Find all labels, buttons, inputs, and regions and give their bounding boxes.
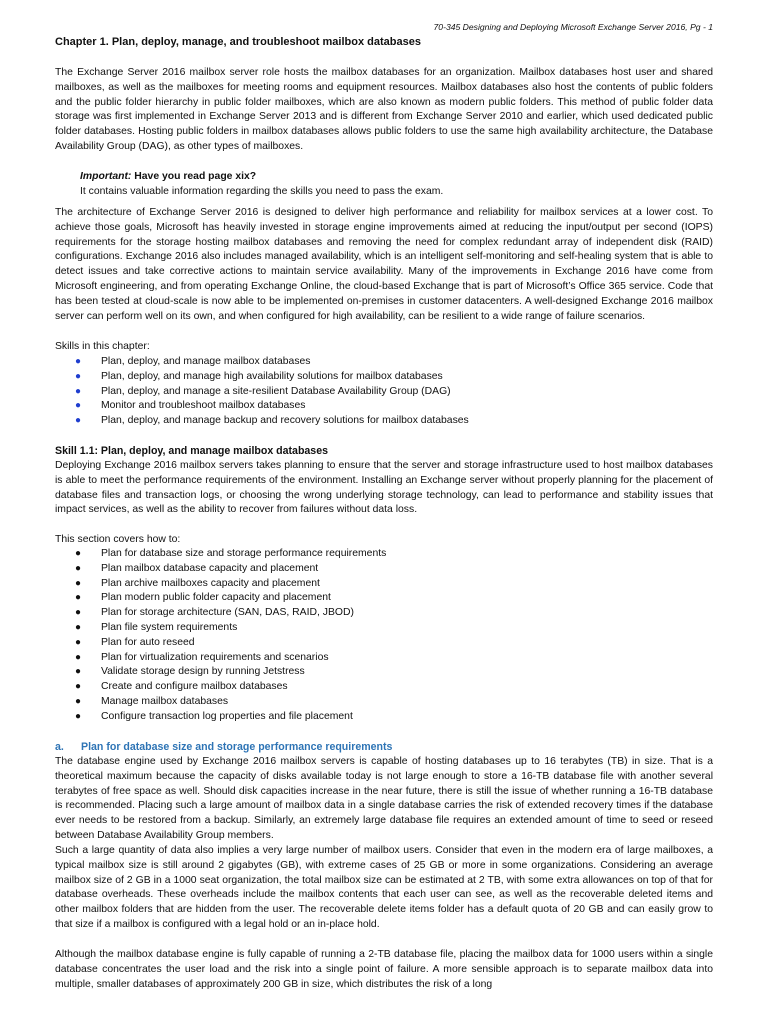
bullet-icon: ●: [75, 385, 82, 397]
list-item: ● Monitor and troubleshoot mailbox databases: [55, 399, 713, 414]
list-item: ● Plan for virtualization requirements and scenarios: [55, 651, 713, 666]
important-question: Have you read page xix?: [134, 171, 257, 182]
bullet-icon: ●: [75, 607, 82, 619]
list-item: ● Plan for database size and storage performance requirements: [55, 547, 713, 562]
bullet-icon: ●: [75, 681, 82, 693]
list-item: ● Plan, deploy, and manage a site-resilient Database Availability Group (DAG): [55, 385, 713, 400]
list-item: ● Manage mailbox databases: [55, 695, 713, 710]
skills-intro: Skills in this chapter:: [55, 341, 150, 352]
list-item: ● Validate storage design by running Jetstress: [55, 665, 713, 680]
skill-1-1-heading: Skill 1.1: Plan, deploy, and manage mailbox databases: [55, 445, 328, 457]
bullet-icon: ●: [75, 577, 82, 589]
bullet-icon: ●: [75, 695, 82, 707]
section-a-paragraph-1: The database engine used by Exchange 2016 mailbox servers is capable of hosting databases up to 16 terabytes (TB) in size. That is a theoretical maximum because the capacity of disks available today is not large enough to store a 16-TB database file with another several terabytes of free space as well. Should disk capacities increase in the near future, there is still the issue of whether running a 16-TB database is recommended. Placing such a large amount of mailbox data in a single database carries the risk of extended recovery times if the database ever needs to be restored from a backup. Similarly, an extremely large database file requires an extended amount of time to seed or reseed between Database Availability Group members.: [55, 756, 713, 841]
section-a-letter: a.: [55, 741, 64, 753]
list-item: ● Plan for auto reseed: [55, 636, 713, 651]
skills-list: [55, 355, 713, 429]
important-text: It contains valuable information regarding the skills you need to pass the exam.: [80, 185, 444, 197]
covers-intro: This section covers how to:: [55, 534, 181, 545]
list-item: ● Plan file system requirements: [55, 621, 713, 636]
bullet-icon: ●: [75, 666, 82, 678]
section-a-paragraph-3: Although the mailbox database engine is fully capable of running a 2-TB database file, placing the mailbox data for 1000 users within a single database concentrates the user load and the risk into a single point of failure. A more sensible approach is to separate mailbox data into multiple, smaller databases of approximately 200 GB in size, which distributes the risk of a long: [55, 949, 713, 990]
bullet-icon: ●: [75, 370, 82, 382]
list-item: ● Plan modern public folder capacity and placement: [55, 591, 713, 606]
bullet-icon: ●: [75, 710, 82, 722]
bullet-icon: ●: [75, 562, 82, 574]
bullet-icon: ●: [75, 592, 82, 604]
bullet-icon: ●: [75, 400, 82, 412]
bullet-icon: ●: [75, 415, 82, 427]
skill-1-1-paragraph: Deploying Exchange 2016 mailbox servers takes planning to ensure that the server and storage infrastructure used to host mailbox databases is able to meet the performance requirements of the environment. Installing an Exchange server without properly planning for the placement of database files and transaction logs, or choosing the wrong underlying storage technology, can lead to performance and stability issues that impact services, as well as the ability to recover from failures without data loss.: [55, 460, 713, 516]
bullet-icon: ●: [75, 548, 82, 559]
section-a-heading: [55, 741, 392, 753]
important-note: [80, 170, 700, 200]
covers-list: [55, 547, 713, 725]
intro-paragraph: The Exchange Server 2016 mailbox server role hosts the mailbox databases for an organization. Mailbox databases host user and shared mailboxes, as well as the mailboxes for meeting rooms and equipment resources. Mailbox databases also host the contents of public folders and the public folder hierarchy in public folder mailboxes, which are also known as modern public folders. This method of public folder data storage was first implemented in Exchange Server 2013 and is different from Exchange Server 2010 and earlier, which used dedicated public folder databases. Hosting public folders in mailbox databases allows public folders to use the same high availability architecture, the Database Availability Group (DAG), as other types of mailboxes.: [55, 67, 713, 152]
list-item: ● Create and configure mailbox databases: [55, 680, 713, 695]
section-a-title: Plan for database size and storage performance requirements: [81, 741, 393, 753]
bullet-icon: ●: [75, 636, 82, 648]
bullet-icon: ●: [75, 356, 82, 367]
list-item: ● Configure transaction log properties and file placement: [55, 710, 713, 725]
section-a-paragraph-2: Such a large quantity of data also implies a very large number of mailbox users. Consider that even in the modern era of large mailboxes, a typical mailbox size is still around 2 gigabytes (GB), with extreme cases of 25 GB or more in some organizations. Considering an average mailbox size of 2 GB in a 1000 seat organization, the total mailbox size can be estimated at 2 TB, with some extra allowances on top of that for database overheads. These overheads include the mailbox contents that each user can see, as well as the recoverable deleted items and other mailbox folders that are hidden from the user. The recoverable delete items folder has a default quota of 20 GB and can easily grow to that size if a mailbox is configured with a legal hold or an in-place hold.: [55, 845, 713, 930]
important-heading: [80, 170, 700, 185]
important-label: Important:: [80, 171, 132, 182]
list-item: ● Plan, deploy, and manage high availability solutions for mailbox databases: [55, 370, 713, 385]
bullet-icon: ●: [75, 621, 82, 633]
list-item: ● Plan, deploy, and manage backup and recovery solutions for mailbox databases: [55, 414, 713, 429]
list-item: ● Plan, deploy, and manage mailbox databases: [55, 355, 713, 370]
list-item: ● Plan archive mailboxes capacity and placement: [55, 577, 713, 592]
bullet-icon: ●: [75, 651, 82, 663]
architecture-paragraph: The architecture of Exchange Server 2016 is designed to deliver high performance and reliability for mailbox services at a lower cost. To achieve those goals, Microsoft has heavily invested in storage engine improvements aimed at reducing the input/output per second (IOPS) requirements for the storage hosting mailbox databases and removing the need for complex redundant array of independent disk (RAID) configurations. Exchange 2016 also includes managed availability, which is an intelligent self-monitoring and self-healing system that is able to detect issues and take corrective actions to maintain service availability. Many of the improvements in Exchange 2016 have come from Microsoft engineering, and from operating Exchange Online, the cloud-based Exchange that is part of Microsoft’s Office 365 service. Code that has been tested at cloud-scale is now able to be implemented on-premises in customer datacenters. A well-designed Exchange 2016 mailbox server can perform well on its own, and when configured for high availability, can be resilient to a wide range of failure scenarios.: [55, 207, 713, 322]
list-item: ● Plan for storage architecture (SAN, DAS, RAID, JBOD): [55, 606, 713, 621]
running-head: 70-345 Designing and Deploying Microsoft Exchange Server 2016, Pg - 1: [433, 22, 713, 32]
list-item: ● Plan mailbox database capacity and placement: [55, 562, 713, 577]
chapter-title: Chapter 1. Plan, deploy, manage, and troubleshoot mailbox databases: [55, 36, 421, 48]
